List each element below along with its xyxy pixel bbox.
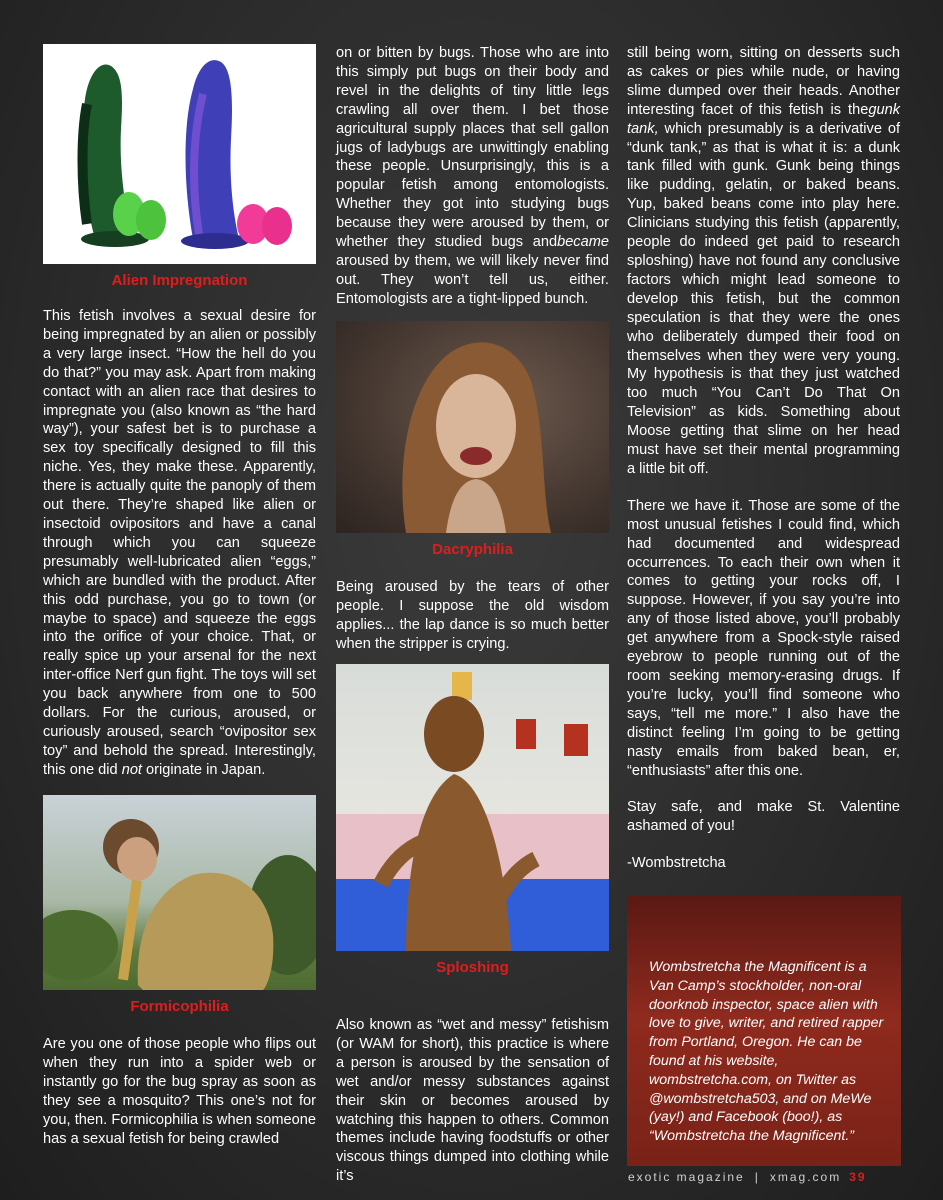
dacryphilia-caption: Dacryphilia	[432, 541, 513, 558]
formicophilia-body-cont: on or bitten by bugs. Those who are into this simply put bugs on their body and revel in the delights of tiny little legs crawling all over them. I bet those agricultural supply places that sell gallon jugs of ladybugs are unwittingly enabling these people. Unsurprisingly, this is a popular fetish among entomologists. Whether they got into studying bugs because they were aroused by them, or whether they studied bugs andbecame aroused by them, we will likely never find out. They won’t tell us, either. Entomologists are a tight-lipped bunch.	[336, 45, 609, 307]
author-bio: Wombstretcha the Magnificent is a Van Camp’s stockholder, non-oral doorknob inspector, space alien with love to give, writer, and retired rapper from Portland, Oregon. He can be found at his website, wombstretcha.com, on Twitter as @wombstretcha503, and on MeWe (yay!) and Facebook (boo!), as “Wombstretcha the Magnificent.”	[649, 959, 884, 1145]
sploshing-body-cont	[627, 44, 900, 873]
closing-paragraph: There we have it. Those are some of the most unusual fetishes I could find, which had documented and widespread occurrences. To each their own when it comes to getting your rocks off, I suppose. However, if you say you’re into any of those listed above, you’ll probably get anywhere from a Spock-style raised eyebrow to people running out of the room seeking memory-erasing drugs. If you’re lucky, you’ll find someone who says, “tell me more.” I also have the distinct feeling I’m going to be getting nasty emails from baked bean, er, “enthusiasts” after this one.	[627, 497, 900, 779]
alien-toy-photo	[43, 44, 316, 264]
formicophilia-body: Are you one of those people who flips out when they run into a spider web or instantly go for the bug spray as soon as they see a mosquito? This one’s not for you, then. Formicophilia is when someone has a sexual fetish for being crawled	[43, 1036, 316, 1147]
page-footer	[628, 1170, 908, 1184]
footer-separator: |	[754, 1170, 760, 1184]
emphasis-gunk-tank: gunk tank,	[627, 101, 900, 137]
dacryphilia-body: Being aroused by the tears of other people. I suppose the old wisdom applies... the lap dance is so much better when the stripper is crying.	[336, 579, 609, 652]
sploshing-body-cont-para: still being worn, sitting on desserts such as cakes or pies while nude, or having slime dumped over their heads. Another interesting facet of this fetish is thegunk tank, which presumably is a derivative of “dunk tank,” as that is what it is: a dunk tank filled with gunk. Gunk being things like pudding, gelatin, or baked beans. Yup, baked beans come into play here. Clinicians studying this fetish (apparently, people do indeed get paid to research sploshing) have not found any conclusive factors which might lead someone to develop this fetish, but the common speculation is that they were the ones who deliberately dumped their food on themselves when they were very young. My hypothesis is that they just watched too much “You Can’t Do That On Television” as kids. Something about Moose getting that slime on her head must have set their mental programming a little bit off.	[627, 45, 900, 477]
emphasis-became: became	[557, 234, 609, 251]
closing-line: Stay safe, and make St. Valentine ashamed of you!	[627, 799, 900, 835]
page-number: 39	[849, 1170, 867, 1184]
alien-caption: Alien Impregnation	[111, 272, 248, 289]
formicophilia-caption: Formicophilia	[130, 998, 229, 1015]
sploshing-caption: Sploshing	[436, 959, 509, 976]
signature: -Wombstretcha	[627, 855, 726, 872]
alien-body: This fetish involves a sexual desire for being impregnated by an alien or possibly a very large insect. “How the hell do you do that?” you may ask. Apart from making contact with an alien race that desires to impregnate you (also known as “the hard way”), your safest bet is to purchase a sex toy specifically designed to fill this niche. Yes, they make these. Apparently, there is actually quite the panoply of them out there. They’re shaped like alien or insectoid ovipositors and have a canal through which you can squeeze presumably well-lubricated alien “eggs,” which are bundled with the product. After this odd purchase, you go to town (or maybe to space) and squeeze the eggs into the orifice of your choice. That, or really spice up your arsenal for the next inter-office Nerf gun fight. The toys will set you back anywhere from one to 500 dollars. For the curious, aroused, or curiously aroused, search “ovipositor sex toy” and behold the spread. Interestingly, this one did not originate in Japan.	[43, 308, 316, 778]
sploshing-photo	[336, 664, 609, 951]
magazine-site: xmag.com	[769, 1170, 842, 1184]
formicophilia-photo	[43, 795, 316, 990]
dacryphilia-photo	[336, 321, 609, 533]
author-bio-box	[627, 896, 901, 1166]
sploshing-body: Also known as “wet and messy” fetishism (or WAM for short), this practice is where a person is aroused by the sensation of wet and/or messy substances against their skin or becomes aroused by watching this happen to others. Common themes include having foodstuffs or other viscous things dumped into clothing while it’s	[336, 1017, 609, 1185]
magazine-name: exotic magazine	[628, 1170, 745, 1184]
